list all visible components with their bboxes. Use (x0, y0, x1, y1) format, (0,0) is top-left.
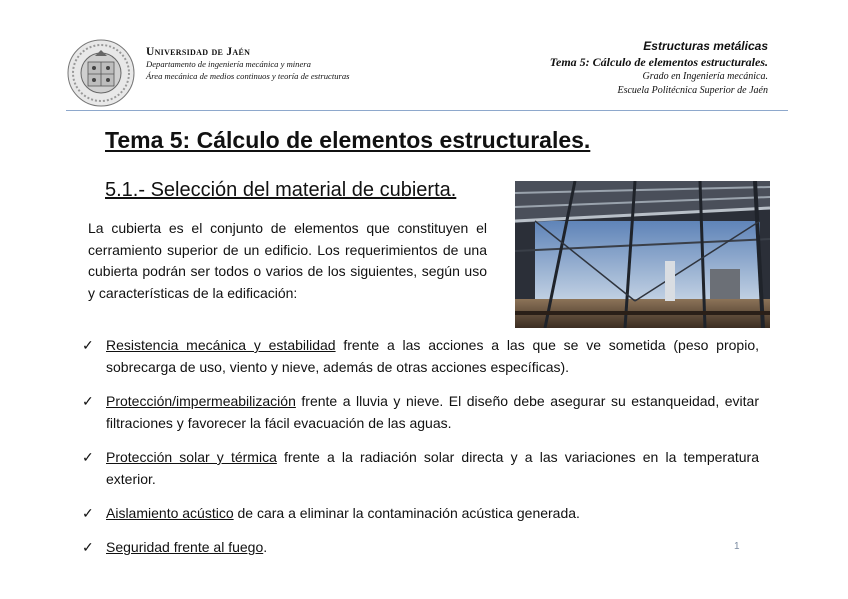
header-divider (66, 110, 788, 111)
requirement-text: frente a las acciones a las que se ve sometida (peso propio, sobrecarga de uso, viento y nieve, además de otras acciones específicas). (106, 337, 759, 375)
requirement-term: Protección/impermeabilización (106, 393, 296, 409)
school-name: Escuela Politécnica Superior de Jaén (617, 85, 768, 96)
page-number: 1 (734, 541, 740, 552)
checkmark-icon: ✓ (82, 539, 94, 555)
course-header (550, 38, 768, 98)
intro-paragraph: La cubierta es el conjunto de elementos que constituyen el cerramiento superior de un edificio. Los requerimientos de una cubierta podrán ser todos o varios de los siguientes, según uso y características de la edificación: (88, 220, 487, 301)
checkmark-icon: ✓ (82, 393, 94, 409)
course-name: Estructuras metálicas (643, 39, 768, 53)
department-name: Departamento de ingeniería mecánica y minera (146, 59, 311, 69)
university-seal-logo (66, 38, 136, 108)
requirement-text: frente a la radiación solar directa y a las variaciones en la temperatura exterior. (106, 449, 759, 487)
requirement-term: Resistencia mecánica y estabilidad (106, 337, 336, 353)
area-name: Área mecánica de medios continuos y teoría de estructuras (146, 71, 350, 81)
requirement-solar-thermal (82, 446, 759, 490)
university-name: Universidad de Jaén (146, 46, 251, 58)
requirement-text: frente a lluvia y nieve. El diseño debe asegurar su estanqueidad, evitar filtraciones y favorecer la fácil evacuación de las aguas. (106, 393, 759, 431)
requirement-waterproofing (82, 390, 759, 434)
page-title: Tema 5: Cálculo de elementos estructurales. (105, 127, 591, 153)
requirement-acoustic-insulation (82, 502, 759, 524)
requirement-term: Protección solar y térmica (106, 449, 277, 465)
section-subtitle: 5.1.- Selección del material de cubierta. (105, 179, 457, 201)
degree-name: Grado en Ingeniería mecánica. (642, 71, 768, 82)
requirement-term: Aislamiento acústico (106, 505, 234, 521)
steel-roof-structure-photo (515, 181, 770, 328)
requirement-term: Seguridad frente al fuego (106, 539, 264, 555)
requirement-mechanical-resistance (82, 334, 759, 378)
requirements-list (82, 334, 759, 558)
topic-name: Tema 5: Cálculo de elementos estructurales. (549, 55, 768, 69)
checkmark-icon: ✓ (82, 337, 94, 353)
requirement-text: de cara a eliminar la contaminación acústica generada. (233, 505, 580, 521)
checkmark-icon: ✓ (82, 505, 94, 521)
checkmark-icon: ✓ (82, 449, 94, 465)
requirement-fire-safety (82, 536, 759, 558)
university-block (146, 46, 350, 82)
requirement-text: . (263, 539, 268, 555)
